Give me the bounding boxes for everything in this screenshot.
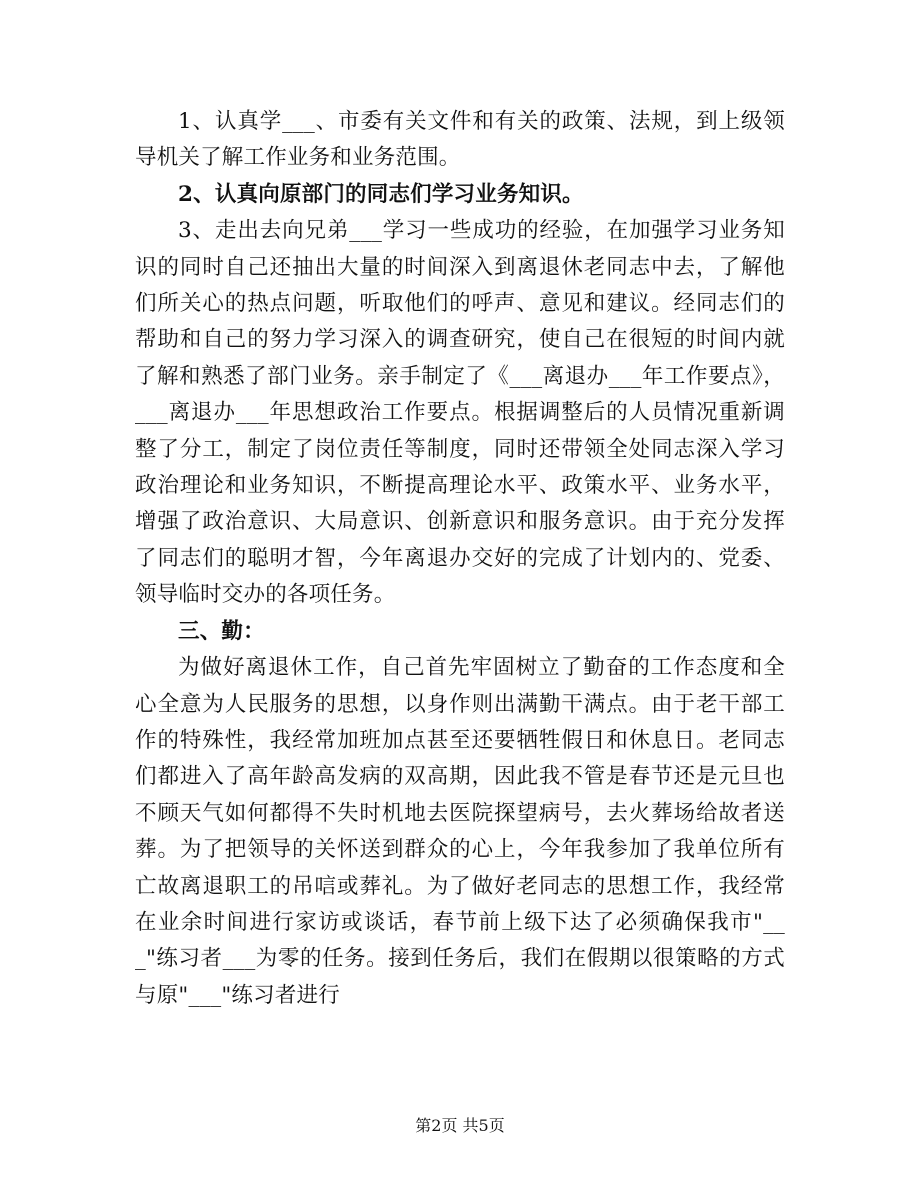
- document-body: [135, 104, 785, 1014]
- section-heading-diligence: 三、勤：: [178, 618, 265, 644]
- paragraph-item-1: 1、认真学___、市委有关文件和有关的政策、法规，到上级领导机关了解工作业务和业务范围。: [135, 109, 785, 171]
- paragraph-item-2-bold: 2、认真向原部门的同志们学习业务知识。: [178, 181, 584, 207]
- paragraph-item-3: 3、走出去向兄弟___学习一些成功的经验，在加强学习业务知识的同时自己还抽出大量的时间深入到离退休老同志中去，了解他们所关心的热点问题，听取他们的呼声、意见和建议。经同志们的帮助和自己的努力学习深入的调查研究，使自己在很短的时间内就了解和熟悉了部门业务。亲手制定了《___离退办___年工作要点》，___离退办___年思想政治工作要点。根据调整后的人员情况重新调整了分工，制定了岗位责任等制度，同时还带领全处同志深入学习政治理论和业务知识，不断提高理论水平、政策水平、业务水平，增强了政治意识、大局意识、创新意识和服务意识。由于充分发挥了同志们的聪明才智，今年离退办交好的完成了计划内的、党委、领导临时交办的各项任务。: [135, 218, 785, 608]
- page-footer: 第2页 共5页: [415, 1116, 505, 1135]
- paragraph-diligence: 为做好离退休工作，自己首先牢固树立了勤奋的工作态度和全心全意为人民服务的思想，以身作则出满勤干满点。由于老干部工作的特殊性，我经常加班加点甚至还要牺牲假日和休息日。老同志们都进入了高年龄高发病的双高期，因此我不管是春节还是元旦也不顾天气如何都得不失时机地去医院探望病号，去火葬场给故者送葬。为了把领导的关怀送到群众的心上，今年我参加了我单位所有亡故离退职工的吊唁或葬礼。为了做好老同志的思想工作，我经常在业余时间进行家访或谈话，春节前上级下达了必须确保我市"___"练习者___为零的任务。接到任务后，我们在假期以很策略的方式与原"___"练习者进行: [135, 655, 785, 1008]
